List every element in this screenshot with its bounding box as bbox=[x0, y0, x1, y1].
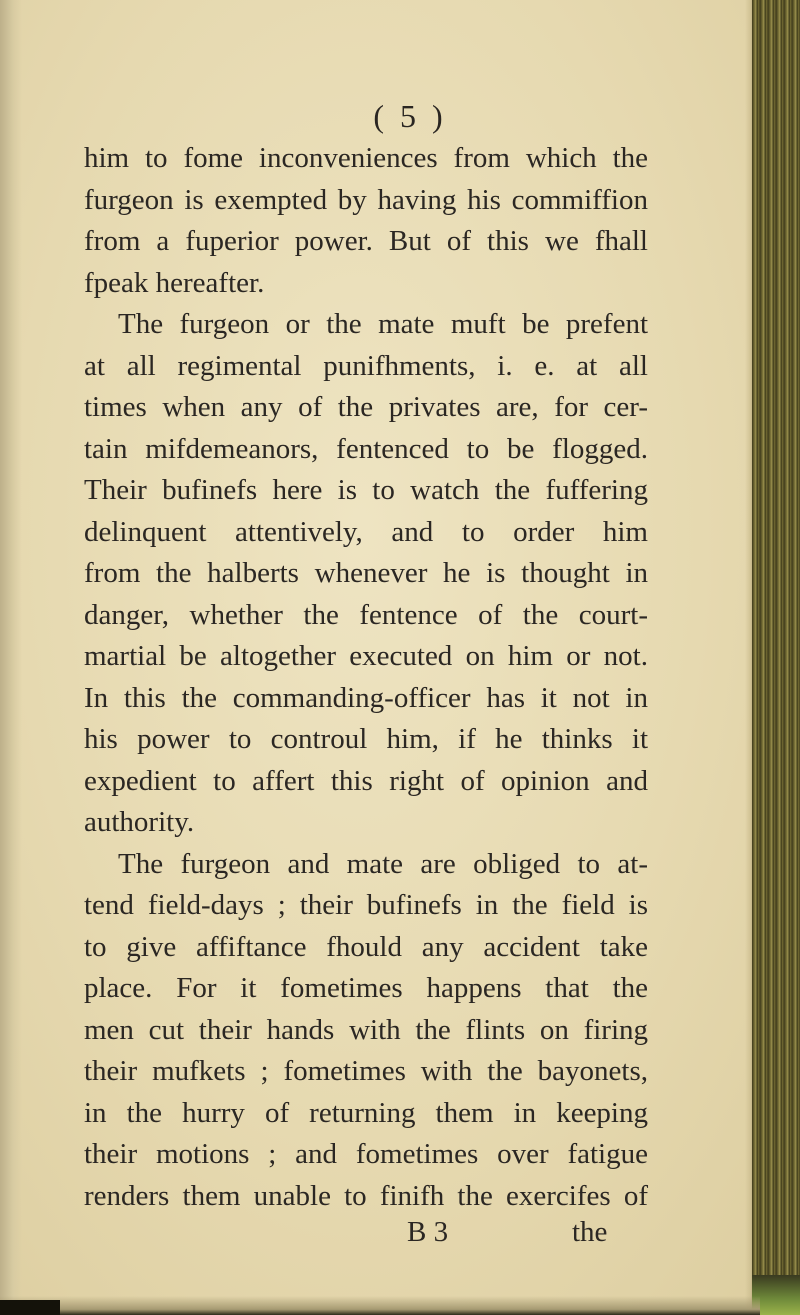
page-bottom-shadow bbox=[0, 1296, 760, 1315]
text-line: renders them unable to finifh the exercifes of bbox=[84, 1179, 648, 1212]
page-corner-dark bbox=[0, 1300, 60, 1315]
page-left-shadow bbox=[0, 0, 22, 1315]
text-line: expedient to affert this right of opinion and bbox=[84, 764, 648, 797]
text-line: from the halberts whenever he is thought in bbox=[84, 557, 648, 589]
text-line: authority. bbox=[84, 806, 195, 838]
text-line: tain mifdemeanors, fentenced to be flogged. bbox=[84, 432, 648, 465]
text-line: The furgeon or the mate muft be prefent bbox=[118, 308, 648, 340]
text-line: place. For it fometimes happens that the bbox=[84, 972, 648, 1004]
text-line: Their bufinefs here is to watch the fuffering bbox=[84, 474, 648, 506]
text-line: to give affiftance fhould any accident take bbox=[84, 930, 648, 963]
text-line: tend field-days ; their bufinefs in the field is bbox=[84, 889, 648, 921]
text-line: men cut their hands with the flints on firing bbox=[84, 1013, 648, 1046]
page-footer bbox=[84, 1216, 648, 1256]
text-line: their mufkets ; fometimes with the bayonets, bbox=[84, 1055, 648, 1087]
text-line: their motions ; and fometimes over fatigue bbox=[84, 1138, 648, 1170]
text-line: him to fome inconveniences from which the bbox=[84, 142, 648, 174]
text-line: In this the commanding-officer has it not in bbox=[84, 681, 648, 714]
text-line: in the hurry of returning them in keeping bbox=[84, 1096, 648, 1129]
text-line: danger, whether the fentence of the court- bbox=[84, 598, 648, 631]
text-line: furgeon is exempted by having his commiffion bbox=[84, 183, 648, 216]
text-line: delinquent attentively, and to order him bbox=[84, 515, 648, 548]
text-line: fpeak hereafter. bbox=[84, 266, 265, 299]
text-line: martial be altogether executed on him or not. bbox=[84, 640, 648, 672]
body-text bbox=[84, 138, 648, 1217]
signature-mark: B 3 bbox=[407, 1216, 449, 1248]
page-number: ( 5 ) bbox=[373, 98, 447, 134]
text-line: at all regimental punifhments, i. e. at all bbox=[84, 349, 648, 382]
text-line: his power to controul him, if he thinks it bbox=[84, 723, 648, 755]
catchword: the bbox=[572, 1216, 608, 1248]
book-spine bbox=[752, 0, 800, 1315]
text-line: times when any of the privates are, for cer- bbox=[84, 391, 648, 423]
text-line: from a fuperior power. But of this we fhall bbox=[84, 225, 648, 257]
text-line: The furgeon and mate are obliged to at- bbox=[118, 847, 648, 880]
